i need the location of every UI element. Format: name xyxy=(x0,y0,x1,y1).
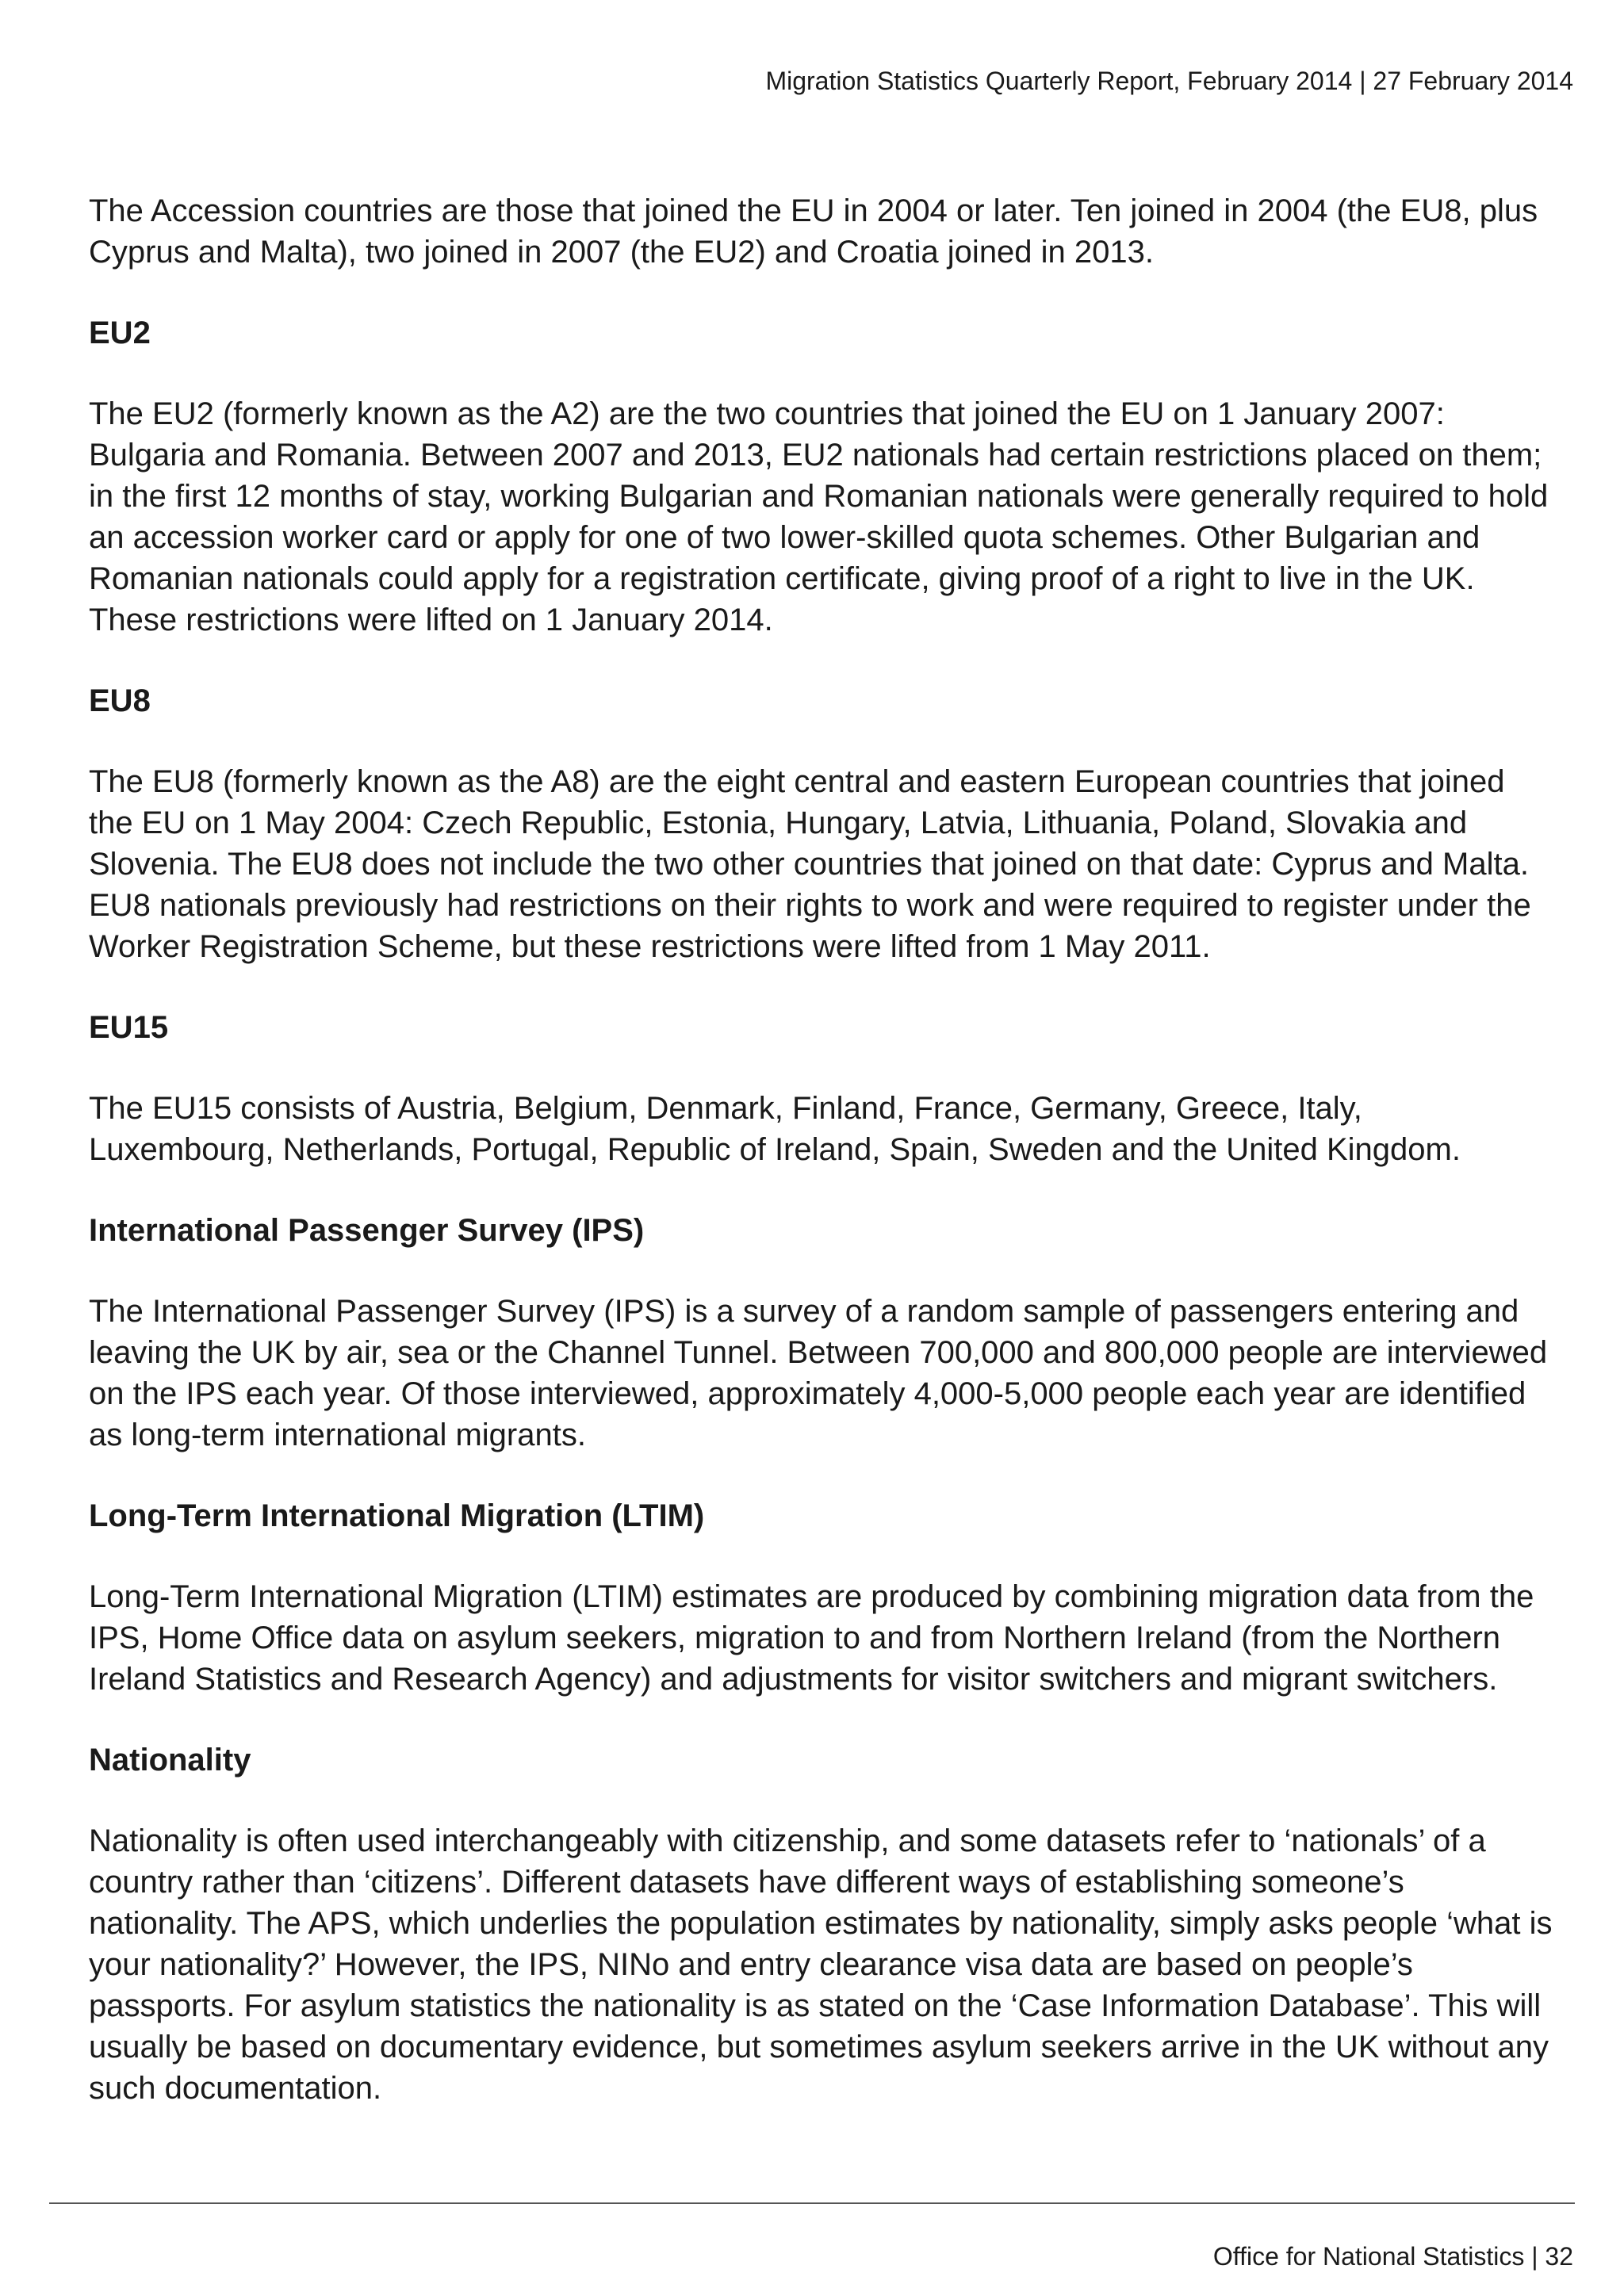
term-heading: International Passenger Survey (IPS) xyxy=(89,1213,645,1248)
term-definition: The EU15 consists of Austria, Belgium, Denmark, Finland, France, Germany, Greece, Italy, Luxembourg, Netherlands, Portugal, Republic of Ireland, Spain, Sweden and the United Kingdom. xyxy=(89,1091,1461,1167)
term-definition: Long-Term International Migration (LTIM) estimates are produced by combining migration data from the IPS, Home Office data on asylum seekers, migration to and from Northern Ireland (from the Northern Ireland Statistics and Research Agency) and adjustments for visitor switchers and migrant switchers. xyxy=(89,1579,1534,1697)
glossary-entry-ips xyxy=(89,1210,1556,1456)
term-heading: EU15 xyxy=(89,1010,169,1045)
glossary-entry-eu15 xyxy=(89,1007,1556,1170)
term-heading: Nationality xyxy=(89,1743,251,1777)
running-header: Migration Statistics Quarterly Report, February 2014 | 27 February 2014 xyxy=(765,67,1573,95)
term-heading: Long-Term International Migration (LTIM) xyxy=(89,1498,705,1533)
glossary-entry-nationality xyxy=(89,1739,1556,2109)
glossary-content xyxy=(89,190,1556,2149)
intro-paragraph: The Accession countries are those that joined the EU in 2004 or later. Ten joined in 2004 (the EU8, plus Cyprus and Malta), two joined in 2007 (the EU2) and Croatia joined in 2013. xyxy=(89,193,1538,270)
page-footer: Office for National Statistics | 32 xyxy=(1212,2242,1573,2271)
glossary-entry-eu8 xyxy=(89,680,1556,967)
term-definition: The EU8 (formerly known as the A8) are the eight central and eastern European countries that joined the EU on 1 May 2004: Czech Republic, Estonia, Hungary, Latvia, Lithuania, Poland, Slovakia and Slovenia. The EU8 does not include the two other countries that joined on that date: Cyprus and Malta. EU8 nationals previously had restrictions on their rights to work and were required to register under the Worker Registration Scheme, but these restrictions were lifted from 1 May 2011. xyxy=(89,764,1531,964)
glossary-entry-eu2 xyxy=(89,312,1556,641)
glossary-entry-ltim xyxy=(89,1495,1556,1700)
term-definition: Nationality is often used interchangeably with citizenship, and some datasets refer to ‘nationals’ of a country rather than ‘citizens’. Different datasets have different ways of establishing someone’s nationality. The APS, which underlies the population estimates by nationality, simply asks people ‘what is your nationality?’ However, the IPS, NINo and entry clearance visa data are based on people’s passports. For asylum statistics the nationality is as stated on the ‘Case Information Database’. This will usually be based on documentary evidence, but sometimes asylum seekers arrive in the UK without any such documentation. xyxy=(89,1823,1553,2106)
term-definition: The EU2 (formerly known as the A2) are the two countries that joined the EU on 1 January 2007: Bulgaria and Romania. Between 2007 and 2013, EU2 nationals had certain restrictions placed on them; in the first 12 months of stay, working Bulgarian and Romanian nationals were generally required to hold an accession worker card or apply for one of two lower-skilled quota schemes. Other Bulgarian and Romanian nationals could apply for a registration certificate, giving proof of a right to live in the UK. These restrictions were lifted on 1 January 2014. xyxy=(89,396,1549,637)
footer-divider xyxy=(49,2202,1575,2204)
term-heading: EU8 xyxy=(89,683,151,718)
term-heading: EU2 xyxy=(89,316,151,350)
term-definition: The International Passenger Survey (IPS) is a survey of a random sample of passengers entering and leaving the UK by air, sea or the Channel Tunnel. Between 700,000 and 800,000 people are interviewed on the IPS each year. Of those interviewed, approximately 4,000-5,000 people each year are identified as long-term international migrants. xyxy=(89,1294,1548,1452)
